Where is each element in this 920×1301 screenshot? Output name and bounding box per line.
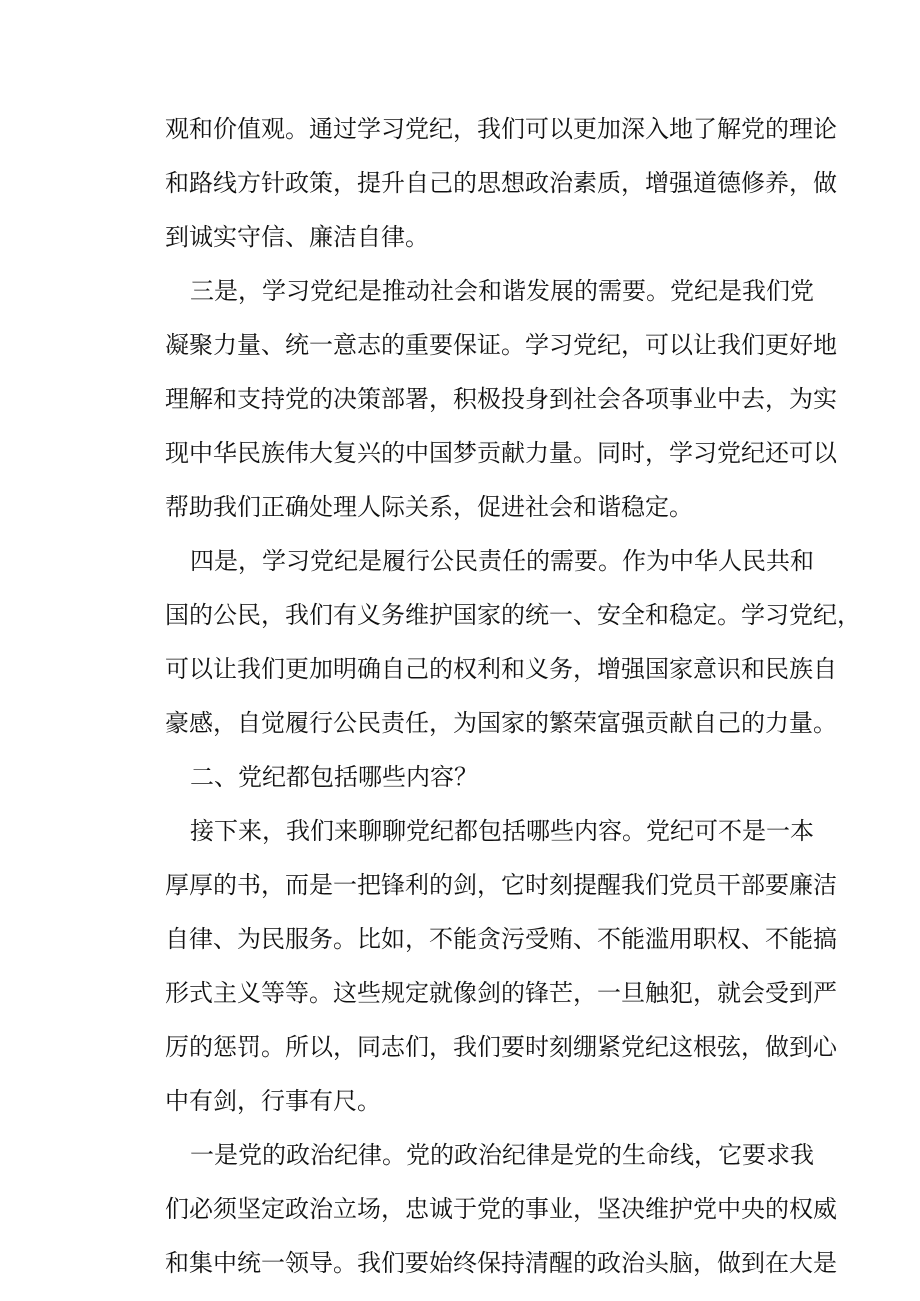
text-line: 一是党的政治纪律。党的政治纪律是党的生命线，它要求我 — [190, 1141, 814, 1169]
text-line: 豪感，自觉履行公民责任，为国家的繁荣富强贡献自己的力量。 — [165, 709, 837, 737]
text-line: 自律、为民服务。比如，不能贪污受贿、不能滥用职权、不能搞 — [165, 925, 837, 953]
text-line: 现中华民族伟大复兴的中国梦贡献力量。同时，学习党纪还可以 — [165, 439, 837, 467]
text-line: 三是，学习党纪是推动社会和谐发展的需要。党纪是我们党 — [190, 277, 814, 305]
text-line: 形式主义等等。这些规定就像剑的锋芒，一旦触犯，就会受到严 — [165, 979, 837, 1007]
text-line: 和路线方针政策，提升自己的思想政治素质，增强道德修养，做 — [165, 169, 837, 197]
text-line: 厚厚的书，而是一把锋利的剑，它时刻提醒我们党员干部要廉洁 — [165, 871, 837, 899]
text-line: 帮助我们正确处理人际关系，促进社会和谐稳定。 — [165, 493, 693, 521]
text-line: 国的公民，我们有义务维护国家的统一、安全和稳定。学习党纪， — [165, 601, 861, 629]
text-line: 中有剑，行事有尺。 — [165, 1087, 381, 1115]
text-line: 到诚实守信、廉洁自律。 — [165, 223, 429, 251]
text-line: 们必须坚定政治立场，忠诚于党的事业，坚决维护党中央的权威 — [165, 1195, 837, 1223]
text-line: 凝聚力量、统一意志的重要保证。学习党纪，可以让我们更好地 — [165, 331, 837, 359]
text-line: 和集中统一领导。我们要始终保持清醒的政治头脑，做到在大是 — [165, 1249, 837, 1277]
text-line: 厉的惩罚。所以，同志们，我们要时刻绷紧党纪这根弦，做到心 — [165, 1033, 837, 1061]
text-line: 四是，学习党纪是履行公民责任的需要。作为中华人民共和 — [190, 547, 814, 575]
text-line: 理解和支持党的决策部署，积极投身到社会各项事业中去，为实 — [165, 385, 837, 413]
text-line: 可以让我们更加明确自己的权利和义务，增强国家意识和民族自 — [165, 655, 837, 683]
text-line: 观和价值观。通过学习党纪，我们可以更加深入地了解党的理论 — [165, 115, 837, 143]
text-line: 接下来，我们来聊聊党纪都包括哪些内容。党纪可不是一本 — [190, 817, 814, 845]
section-heading: 二、党纪都包括哪些内容？ — [190, 763, 478, 791]
